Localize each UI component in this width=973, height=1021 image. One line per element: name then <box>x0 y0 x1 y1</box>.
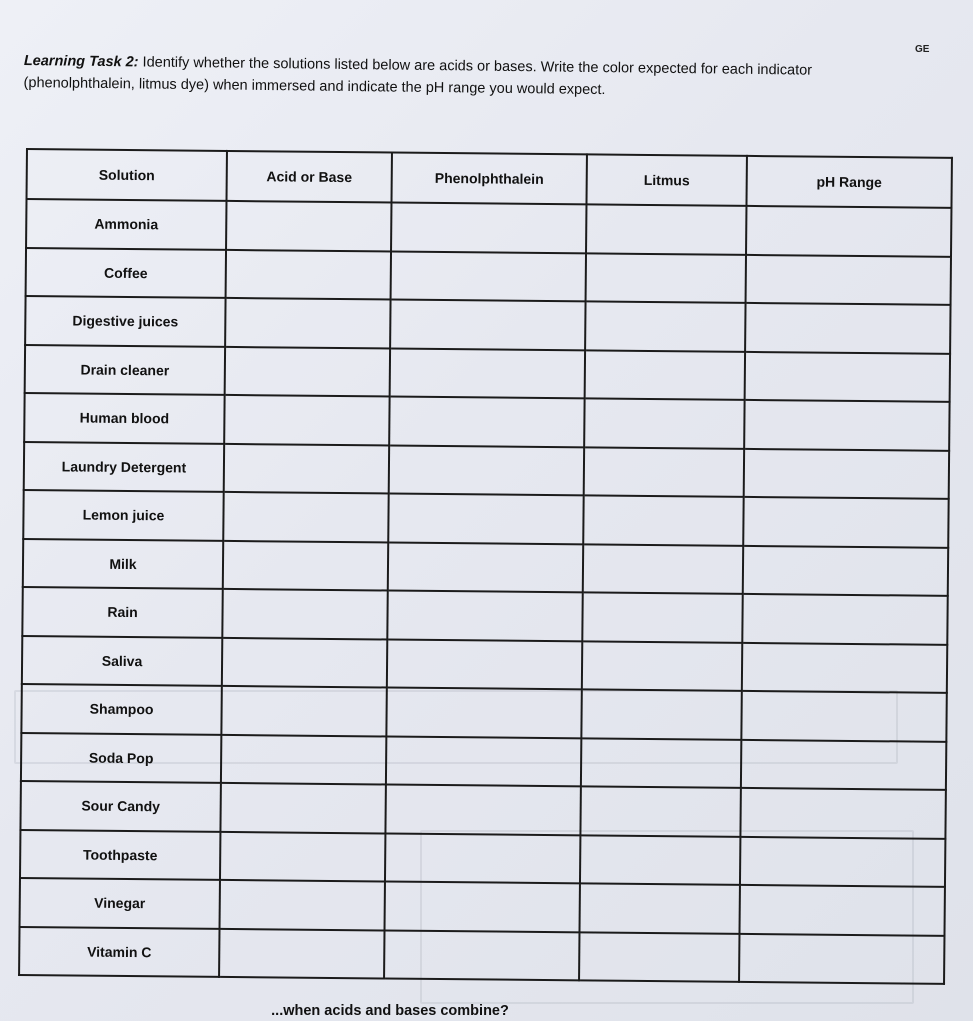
answer-cell-litmus[interactable] <box>580 883 740 933</box>
corner-mark: GE <box>915 44 930 55</box>
table-row <box>24 393 949 450</box>
answer-cell-phenolphthalein[interactable] <box>385 784 580 834</box>
table-row <box>21 732 946 789</box>
table-row <box>21 684 946 741</box>
answer-cell-litmus[interactable] <box>580 835 740 885</box>
answer-cell-ph-range[interactable] <box>746 254 951 304</box>
solution-name: Toothpaste <box>20 829 220 879</box>
answer-cell-phenolphthalein[interactable] <box>385 833 580 883</box>
answer-cell-litmus[interactable] <box>582 592 742 642</box>
answer-cell-ph-range[interactable] <box>741 739 946 789</box>
answer-cell-acid-or-base[interactable] <box>220 880 385 930</box>
solution-name: Ammonia <box>26 199 226 249</box>
answer-cell-phenolphthalein[interactable] <box>389 397 584 447</box>
answer-cell-acid-or-base[interactable] <box>222 637 387 687</box>
column-header: Solution <box>27 149 227 201</box>
table-row <box>22 635 947 692</box>
solution-name: Sour Candy <box>20 781 220 831</box>
answer-cell-acid-or-base[interactable] <box>220 783 385 833</box>
table-row <box>20 878 945 935</box>
table-header-row <box>27 149 952 208</box>
task-label: Learning Task 2: <box>23 52 139 71</box>
answer-cell-ph-range[interactable] <box>740 788 945 838</box>
table-row <box>24 441 949 498</box>
answer-cell-ph-range[interactable] <box>745 351 950 401</box>
answer-cell-ph-range[interactable] <box>741 691 946 741</box>
solution-name: Vinegar <box>20 878 220 928</box>
answer-cell-phenolphthalein[interactable] <box>390 348 585 398</box>
answer-cell-ph-range[interactable] <box>746 206 951 256</box>
table-row <box>26 248 951 305</box>
answer-cell-acid-or-base[interactable] <box>223 540 388 590</box>
answer-cell-phenolphthalein[interactable] <box>386 687 581 737</box>
answer-cell-acid-or-base[interactable] <box>225 346 390 396</box>
answer-cell-litmus[interactable] <box>582 641 742 691</box>
table-row <box>25 296 950 353</box>
answer-cell-ph-range[interactable] <box>743 497 948 547</box>
answer-cell-litmus[interactable] <box>583 495 743 545</box>
answer-cell-ph-range[interactable] <box>742 594 947 644</box>
answer-cell-ph-range[interactable] <box>740 836 945 886</box>
solution-name: Digestive juices <box>25 296 225 346</box>
answer-cell-acid-or-base[interactable] <box>226 249 391 299</box>
answer-cell-ph-range[interactable] <box>742 642 947 692</box>
table-row <box>20 829 945 886</box>
table-row <box>22 587 947 644</box>
column-header: Litmus <box>586 154 746 206</box>
answer-cell-acid-or-base[interactable] <box>226 201 391 251</box>
answer-cell-acid-or-base[interactable] <box>223 492 388 542</box>
answer-cell-phenolphthalein[interactable] <box>388 493 583 543</box>
answer-cell-phenolphthalein[interactable] <box>390 300 585 350</box>
table-row <box>23 538 948 595</box>
answer-cell-acid-or-base[interactable] <box>219 928 384 978</box>
answer-cell-acid-or-base[interactable] <box>225 298 390 348</box>
table-row <box>20 781 945 838</box>
solution-name: Shampoo <box>21 684 221 734</box>
solution-name: Soda Pop <box>21 732 221 782</box>
column-header: pH Range <box>746 156 951 208</box>
answer-cell-phenolphthalein[interactable] <box>391 203 586 253</box>
answer-cell-acid-or-base[interactable] <box>224 395 389 445</box>
answer-cell-ph-range[interactable] <box>743 545 948 595</box>
answer-cell-phenolphthalein[interactable] <box>387 590 582 640</box>
answer-cell-ph-range[interactable] <box>739 933 944 983</box>
table-body <box>19 199 951 984</box>
answer-cell-litmus[interactable] <box>585 350 745 400</box>
answer-cell-phenolphthalein[interactable] <box>391 251 586 301</box>
solution-name: Human blood <box>24 393 224 443</box>
table-row <box>23 490 948 547</box>
solution-name: Rain <box>22 587 222 637</box>
column-header: Acid or Base <box>227 151 392 203</box>
solution-name: Saliva <box>22 635 222 685</box>
answer-cell-ph-range[interactable] <box>739 885 944 935</box>
answer-cell-acid-or-base[interactable] <box>224 443 389 493</box>
table-row <box>26 199 951 256</box>
answer-cell-acid-or-base[interactable] <box>220 831 385 881</box>
cut-off-question: ...when acids and bases combine? <box>271 1003 509 1019</box>
answer-cell-litmus[interactable] <box>585 301 745 351</box>
answer-cell-litmus[interactable] <box>580 786 740 836</box>
answer-cell-ph-range[interactable] <box>745 303 950 353</box>
answer-cell-litmus[interactable] <box>581 738 741 788</box>
answer-cell-litmus[interactable] <box>583 544 743 594</box>
answer-cell-acid-or-base[interactable] <box>222 589 387 639</box>
answer-cell-ph-range[interactable] <box>744 448 949 498</box>
answer-cell-phenolphthalein[interactable] <box>387 639 582 689</box>
task-instructions <box>23 50 903 105</box>
answer-cell-litmus[interactable] <box>581 689 741 739</box>
indicator-table <box>18 148 953 985</box>
solution-name: Coffee <box>26 248 226 298</box>
answer-cell-litmus[interactable] <box>584 447 744 497</box>
solution-name: Drain cleaner <box>25 345 225 395</box>
solution-name: Milk <box>23 538 223 588</box>
solution-name: Lemon juice <box>23 490 223 540</box>
solution-name: Vitamin C <box>19 926 219 976</box>
answer-cell-litmus[interactable] <box>586 253 746 303</box>
answer-cell-phenolphthalein[interactable] <box>386 736 581 786</box>
table-row <box>25 345 950 402</box>
task-text: Identify whether the solutions listed below are acids or bases. Write the color expected for each indicator (phenolphthalein, litmus dye) when immersed and indicate the pH range you would expect. <box>23 54 813 99</box>
table-row <box>19 926 944 983</box>
column-header: Phenolphthalein <box>391 153 586 205</box>
answer-cell-phenolphthalein[interactable] <box>385 881 580 931</box>
answer-cell-phenolphthalein[interactable] <box>388 542 583 592</box>
answer-cell-phenolphthalein[interactable] <box>389 445 584 495</box>
worksheet-table-wrap <box>18 148 956 985</box>
answer-cell-litmus[interactable] <box>579 932 739 982</box>
answer-cell-litmus[interactable] <box>584 398 744 448</box>
answer-cell-acid-or-base[interactable] <box>221 734 386 784</box>
answer-cell-litmus[interactable] <box>586 204 746 254</box>
answer-cell-phenolphthalein[interactable] <box>384 930 579 980</box>
answer-cell-acid-or-base[interactable] <box>221 686 386 736</box>
answer-cell-ph-range[interactable] <box>744 400 949 450</box>
solution-name: Laundry Detergent <box>24 441 224 491</box>
